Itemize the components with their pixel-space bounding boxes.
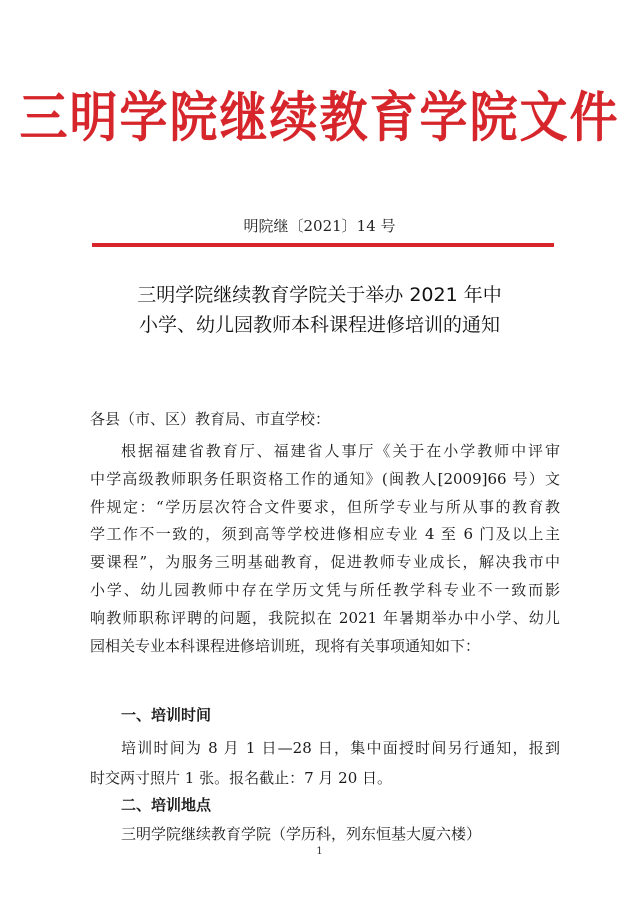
document-header-title: 三明学院继续教育学院文件 xyxy=(19,86,620,150)
section-2-body: 三明学院继续教育学院（学历科，列东恒基大厦六楼） xyxy=(121,825,482,843)
paragraph-line: 小学、幼儿园教师中存在学历文凭与所任教学科专业不一致而影 xyxy=(90,580,560,599)
salutation: 各县（市、区）教育局、市直学校： xyxy=(90,410,331,428)
paragraph-line: 根据福建省教育厅、福建省人事厅《关于在小学教师中评审 xyxy=(121,442,560,460)
page-number: 1 xyxy=(316,846,323,857)
paragraph-line: 中学高级教师职务任职资格工作的通知》(闽教人[2009]66 号）文 xyxy=(90,469,560,488)
document-number: 明院继〔2021〕14 号 xyxy=(243,217,396,235)
section-2-heading: 二、培训地点 xyxy=(121,796,212,814)
paragraph-line: 学工作不一致的，须到高等学校进修相应专业 4 至 6 门及以上主 xyxy=(90,525,560,544)
paragraph-line: 要课程”，为服务三明基础教育，促进教师专业成长，解决我市中 xyxy=(90,553,560,572)
paragraph-line: 件规定：“学历层次符合文件要求，但所学专业与所从事的教育教 xyxy=(90,497,560,516)
intro-paragraph xyxy=(90,438,560,660)
section-1-line: 培训时间为 8 月 1 日—28 日，集中面授时间另行通知，报到 xyxy=(121,739,560,757)
notice-title xyxy=(0,280,639,340)
notice-title-line-1: 三明学院继续教育学院关于举办 2021 年中 xyxy=(137,284,502,306)
notice-title-line-2: 小学、幼儿园教师本科课程进修培训的通知 xyxy=(138,314,500,336)
section-1-line: 时交两寸照片 1 张。报名截止：7 月 20 日。 xyxy=(90,769,393,787)
red-divider-rule xyxy=(92,243,554,247)
paragraph-line: 园相关专业本科课程进修培训班，现将有关事项通知如下： xyxy=(90,636,481,655)
section-1-heading: 一、培训时间 xyxy=(121,706,212,724)
paragraph-line: 响教师职称评聘的问题，我院拟在 2021 年暑期举办中小学、幼儿 xyxy=(90,608,560,627)
section-1-body xyxy=(90,733,560,793)
